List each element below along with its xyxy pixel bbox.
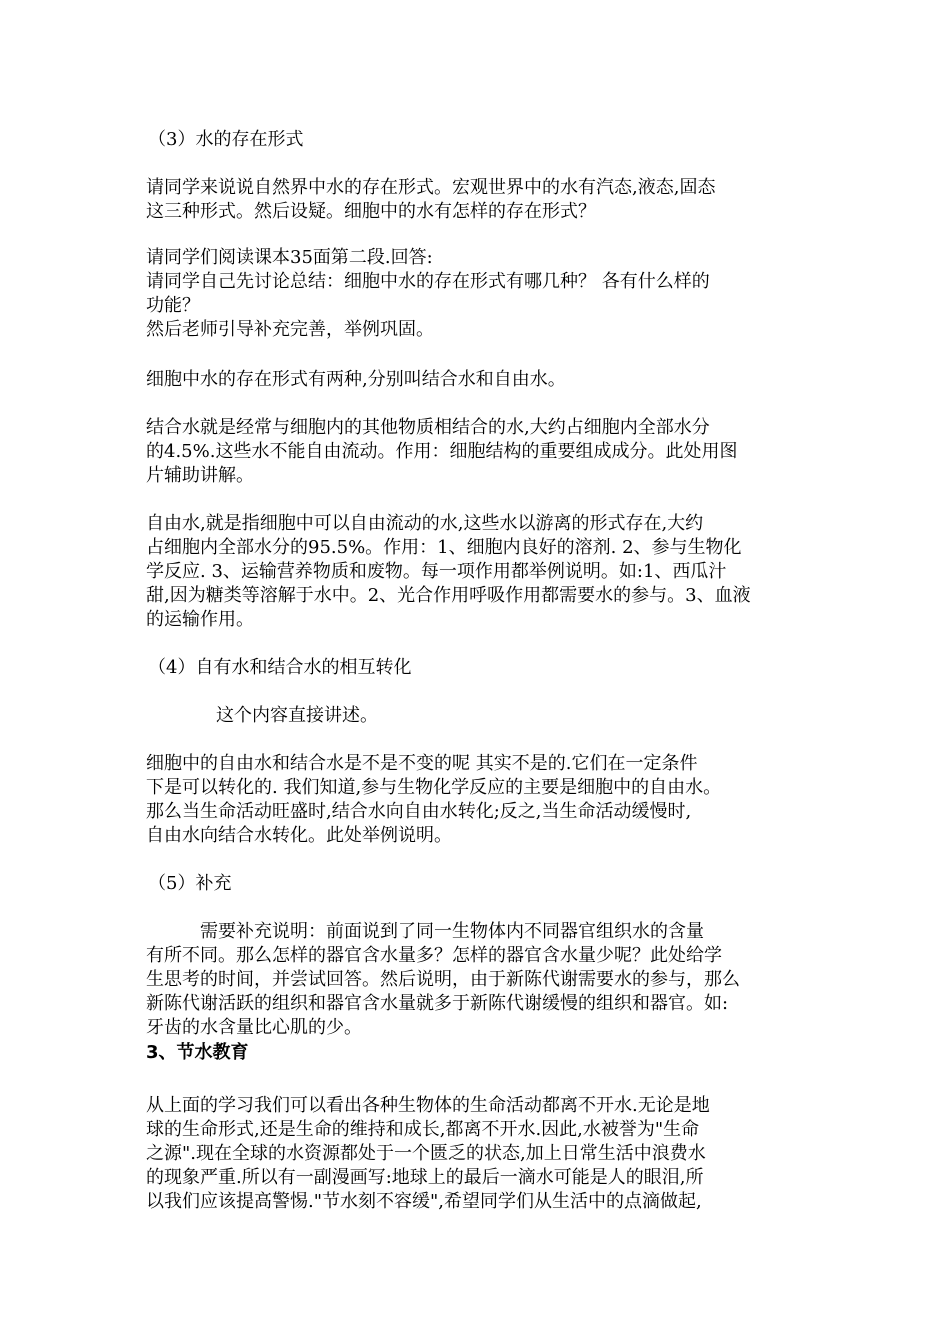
section-heading-4: （4）自有水和结合水的相互转化 xyxy=(148,657,412,678)
paragraph-line: 功能？ xyxy=(146,295,200,316)
paragraph-line: 占细胞内全部水分的95.5%。作用：1、细胞内良好的溶剂. 2、参与生物化 xyxy=(146,537,742,558)
paragraph-line: 这个内容直接讲述。 xyxy=(216,705,378,726)
paragraph-line: 的4.5%.这些水不能自由流动。作用：细胞结构的重要组成成分。此处用图 xyxy=(146,441,738,462)
paragraph-line: 那么当生命活动旺盛时,结合水向自由水转化;反之,当生命活动缓慢时, xyxy=(146,801,692,822)
paragraph-line: 请同学来说说自然界中水的存在形式。宏观世界中的水有汽态,液态,固态 xyxy=(146,177,716,198)
paragraph-line: 的运输作用。 xyxy=(146,609,254,630)
paragraph-line: 请同学自己先讨论总结：细胞中水的存在形式有哪几种？ 各有什么样的 xyxy=(146,271,710,292)
paragraph-line: 下是可以转化的. 我们知道,参与生物化学反应的主要是细胞中的自由水。 xyxy=(146,777,722,798)
paragraph-line: 自由水,就是指细胞中可以自由流动的水,这些水以游离的形式存在,大约 xyxy=(146,513,704,534)
paragraph-line: 的现象严重.所以有一副漫画写:地球上的最后一滴水可能是人的眼泪,所 xyxy=(146,1167,704,1188)
paragraph-line: 细胞中水的存在形式有两种,分别叫结合水和自由水。 xyxy=(146,369,566,390)
paragraph-line: 学反应. 3、运输营养物质和废物。每一项作用都举例说明。如:1、西瓜汁 xyxy=(146,561,727,582)
paragraph-line: 新陈代谢活跃的组织和器官含水量就多于新陈代谢缓慢的组织和器官。如: xyxy=(146,993,729,1014)
paragraph-line: 有所不同。那么怎样的器官含水量多？怎样的器官含水量少呢？此处给学 xyxy=(146,945,722,966)
paragraph-line: 以我们应该提高警惕."节水刻不容缓",希望同学们从生活中的点滴做起, xyxy=(146,1191,702,1212)
paragraph-line: 请同学们阅读课本35面第二段.回答: xyxy=(146,247,433,268)
section-heading-5: （5）补充 xyxy=(148,873,232,894)
paragraph-line: 需要补充说明：前面说到了同一生物体内不同器官组织水的含量 xyxy=(200,921,704,942)
paragraph-line: 自由水向结合水转化。此处举例说明。 xyxy=(146,825,452,846)
paragraph-line: 这三种形式。然后设疑。细胞中的水有怎样的存在形式？ xyxy=(146,201,596,222)
paragraph-line: 甜,因为糖类等溶解于水中。2、光合作用呼吸作用都需要水的参与。3、血液 xyxy=(146,585,751,606)
paragraph-line: 细胞中的自由水和结合水是不是不变的呢 其实不是的.它们在一定条件 xyxy=(146,753,698,774)
paragraph-line: 片辅助讲解。 xyxy=(146,465,254,486)
paragraph-line: 从上面的学习我们可以看出各种生物体的生命活动都离不开水.无论是地 xyxy=(146,1095,710,1116)
paragraph-line: 之源".现在全球的水资源都处于一个匮乏的状态,加上日常生活中浪费水 xyxy=(146,1143,706,1164)
section-heading-3: （3）水的存在形式 xyxy=(148,129,304,150)
paragraph-line: 牙齿的水含量比心肌的少。 xyxy=(146,1017,362,1038)
paragraph-line: 然后老师引导补充完善，举例巩固。 xyxy=(146,319,434,340)
paragraph-line: 生思考的时间，并尝试回答。然后说明，由于新陈代谢需要水的参与，那么 xyxy=(146,969,740,990)
paragraph-line: 结合水就是经常与细胞内的其他物质相结合的水,大约占细胞内全部水分 xyxy=(146,417,710,438)
paragraph-line: 球的生命形式,还是生命的维持和成长,都离不开水.因此,水被誉为"生命 xyxy=(146,1119,700,1140)
section-heading-water-saving: 3、节水教育 xyxy=(146,1042,249,1063)
